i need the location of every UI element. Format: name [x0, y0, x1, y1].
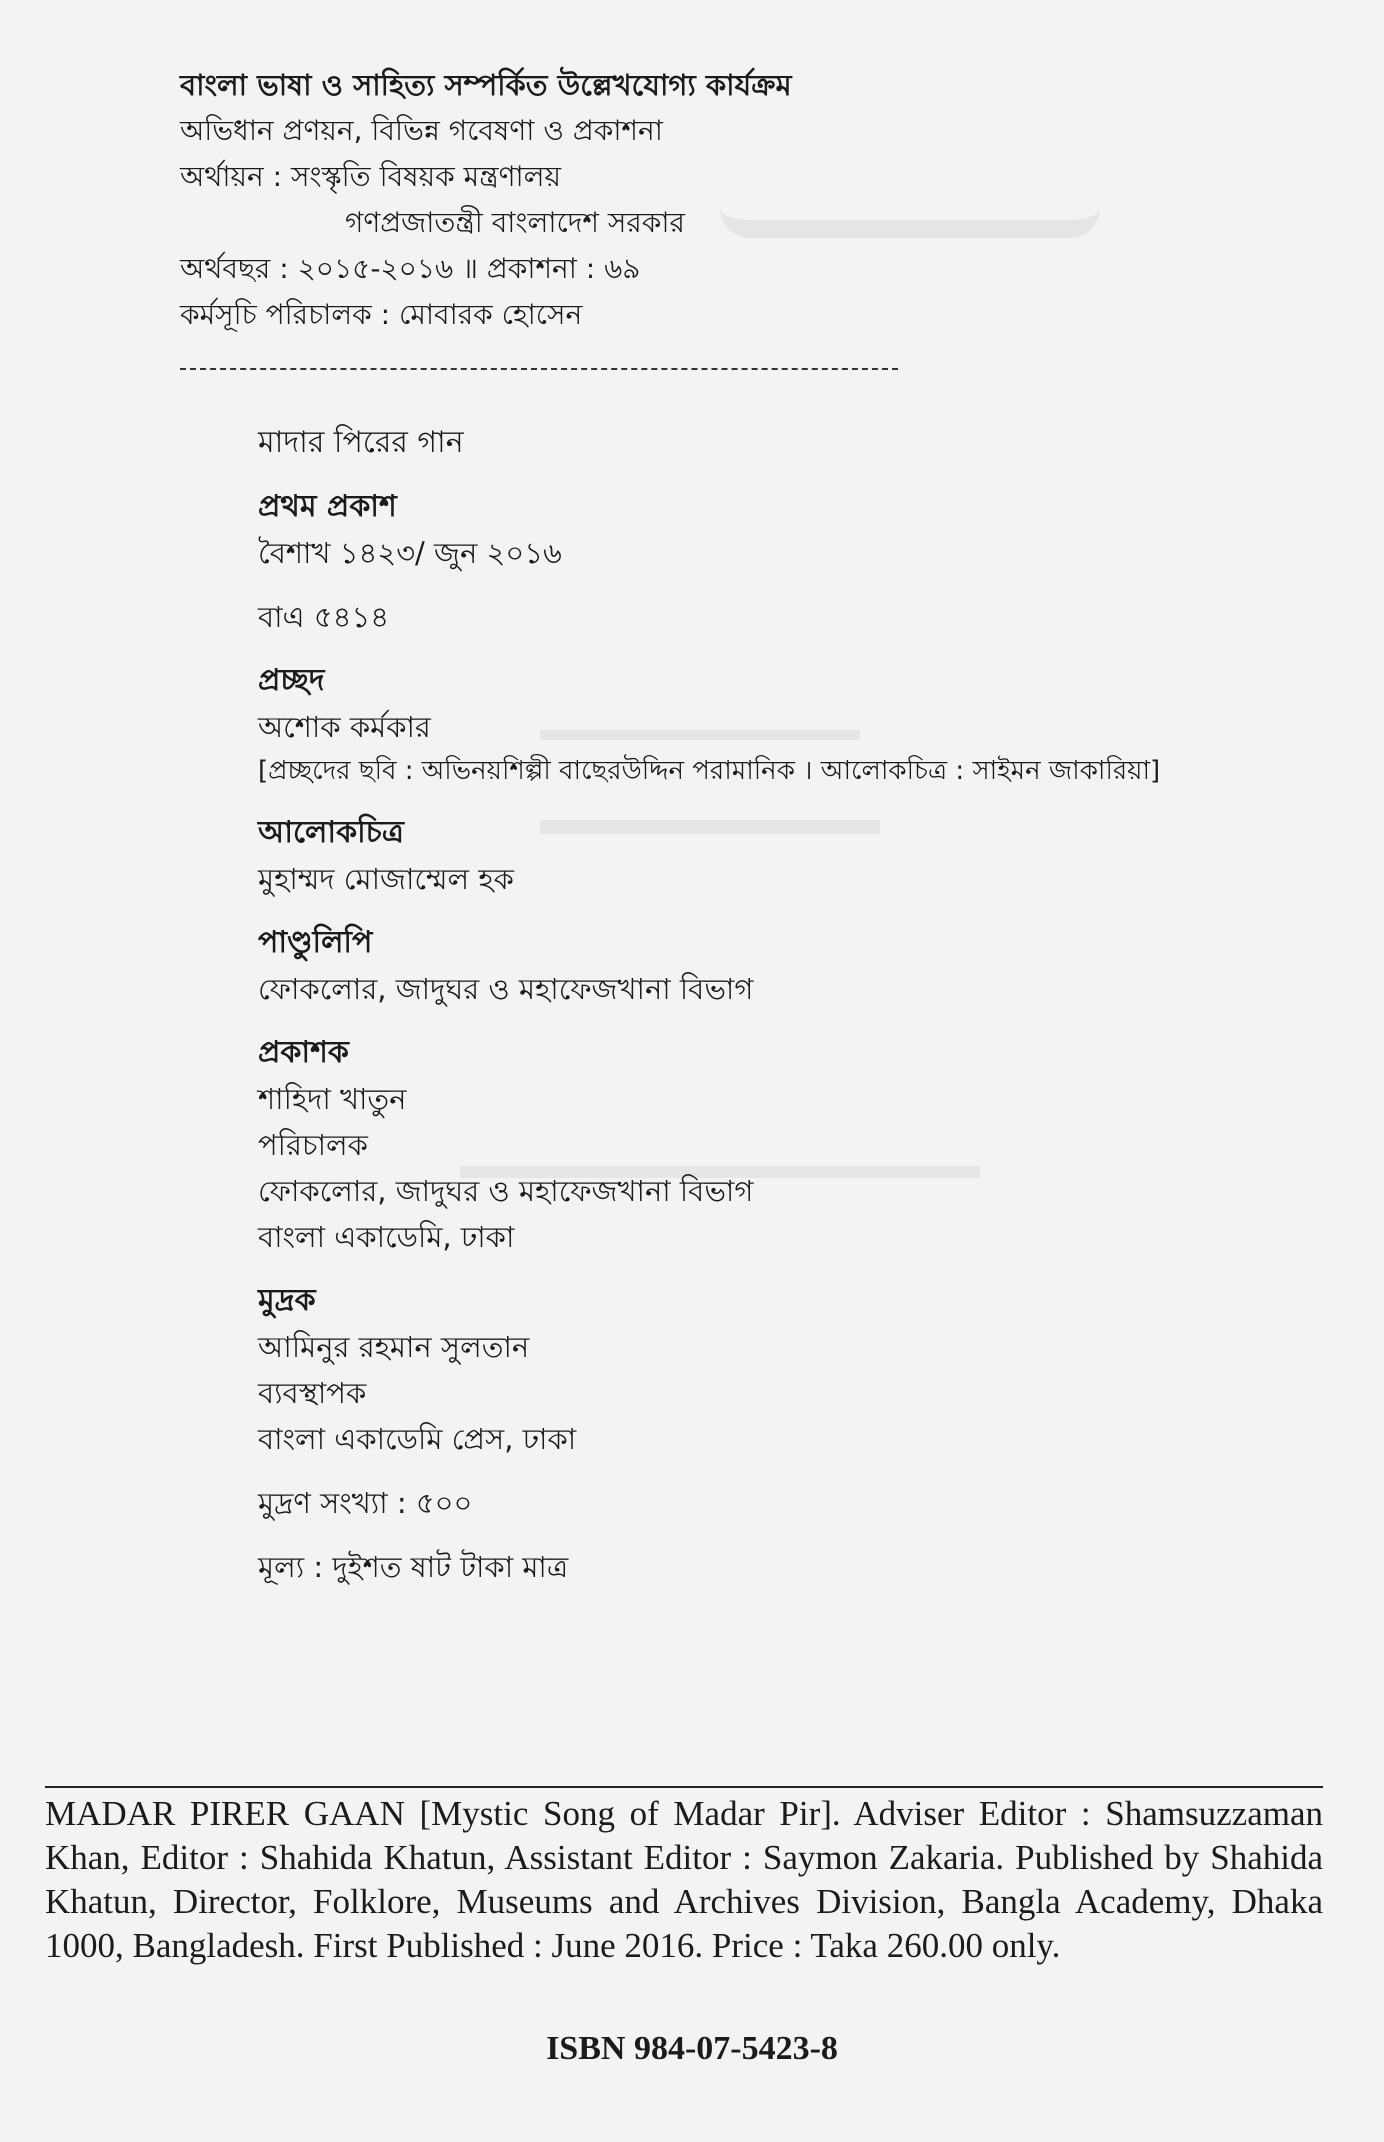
manuscript-section — [258, 920, 1298, 1012]
catalog-section — [258, 594, 1298, 640]
publisher-organization: বাংলা একাডেমি, ঢাকা — [258, 1220, 515, 1254]
imprint-details — [258, 420, 1298, 1608]
isbn: ISBN 984-07-5423-8 — [546, 2030, 838, 2067]
first-publication-date: বৈশাখ ১৪২৩/ জুন ২০১৬ — [258, 536, 562, 570]
price: মূল্য : দুইশত ষাট টাকা মাত্র — [258, 1550, 569, 1584]
cover-note: [প্রচ্ছদের ছবি : অভিনয়শিল্পী বাছেরউদ্দিন পরামানিক । আলোকচিত্র : সাইমন জাকারিয়া] — [258, 756, 1161, 786]
photographer-name: মুহাম্মদ মোজাম্মেল হক — [258, 862, 514, 896]
dashed-divider — [180, 368, 898, 370]
photo-heading: আলোকচিত্র — [258, 815, 404, 850]
header-funding: অর্থায়ন : সংস্কৃতি বিষয়ক মন্ত্রণালয় — [180, 160, 561, 193]
english-divider — [45, 1786, 1323, 1788]
printer-name: আমিনুর রহমান সুলতান — [258, 1330, 530, 1364]
printer-role: ব্যবস্থাপক — [258, 1376, 367, 1410]
photo-section — [258, 810, 1298, 902]
book-title: মাদার পিরের গান — [258, 425, 464, 460]
cover-artist: অশোক কর্মকার — [258, 710, 431, 744]
publisher-heading: প্রকাশক — [258, 1035, 349, 1070]
publisher-section — [258, 1030, 1298, 1260]
print-count: মুদ্রণ সংখ্যা : ৫০০ — [258, 1486, 473, 1520]
printer-heading: মুদ্রক — [258, 1283, 316, 1318]
manuscript-source: ফোকলোর, জাদুঘর ও মহাফেজখানা বিভাগ — [258, 972, 754, 1006]
header-activities: অভিধান প্রণয়ন, বিভিন্ন গবেষণা ও প্রকাশনা — [180, 114, 663, 147]
header-government: গণপ্রজাতন্ত্রী বাংলাদেশ সরকার — [345, 206, 685, 239]
cover-section — [258, 658, 1298, 792]
first-publication-heading: প্রথম প্রকাশ — [258, 489, 397, 524]
catalog-number: বাএ ৫৪১৪ — [258, 600, 390, 634]
publisher-department: ফোকলোর, জাদুঘর ও মহাফেজখানা বিভাগ — [258, 1174, 754, 1208]
printer-organization: বাংলা একাডেমি প্রেস, ঢাকা — [258, 1422, 577, 1456]
cover-heading: প্রচ্ছদ — [258, 663, 325, 698]
publisher-role: পরিচালক — [258, 1128, 368, 1162]
header-program-title: বাংলা ভাষা ও সাহিত্য সম্পর্কিত উল্লেখযোগ্য কার্যক্রম — [180, 68, 792, 102]
english-imprint-text: MADAR PIRER GAAN [Mystic Song of Madar Pir]. Adviser Editor : Shamsuzzaman Khan, Editor : Shahida Khatun, Assistant Editor : Saymon Zakaria. Published by Shahida Khatun, Director, Folklore, Museums and Archives Division, Bangla Academy, Dhaka 1000, Bangladesh. First Published : June 2016. Price : Taka 260.00 only. — [45, 1794, 1323, 1965]
publisher-name: শাহিদা খাতুন — [258, 1082, 407, 1116]
printer-section — [258, 1278, 1298, 1462]
manuscript-heading: পাণ্ডুলিপি — [258, 925, 373, 960]
first-publication-section — [258, 484, 1298, 576]
header-fiscal-year: অর্থবছর : ২০১৫-২০১৬ ॥ প্রকাশনা : ৬৯ — [180, 252, 641, 285]
book-title-section — [258, 420, 1298, 466]
price-section — [258, 1544, 1298, 1590]
header-program-director: কর্মসূচি পরিচালক : মোবারক হোসেন — [180, 298, 583, 331]
print-count-section — [258, 1480, 1298, 1526]
header-block — [180, 62, 940, 338]
